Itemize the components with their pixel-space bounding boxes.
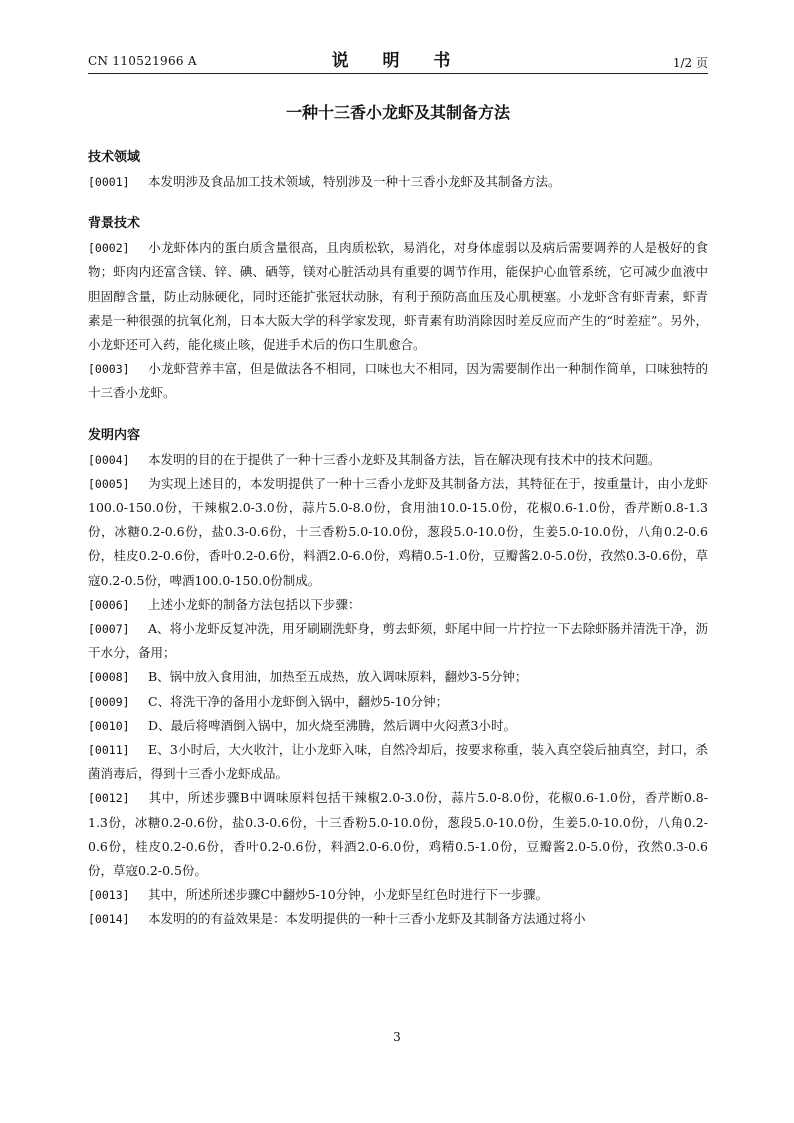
paragraph-text: 上述小龙虾的制备方法包括以下步骤： <box>148 596 361 612</box>
paragraph <box>88 665 708 689</box>
paragraph-text: 小龙虾营养丰富，但是做法各不相同，口味也大不相同，因为需要制作出一种制作简单，口味独特的十三香小龙虾。 <box>88 361 708 401</box>
section-heading: 技术领域 <box>88 150 141 165</box>
paragraph <box>88 714 708 738</box>
section-heading: 发明内容 <box>88 427 141 443</box>
paragraph-number: [0001] <box>88 175 130 189</box>
section-gap <box>88 194 708 212</box>
page-header <box>88 44 708 72</box>
section <box>88 424 708 932</box>
document-body <box>88 146 708 932</box>
paragraph-number: [0011] <box>88 743 130 758</box>
paragraph-text: 其中，所述步骤B中调味原料包括干辣椒2.0-3.0份，蒜片5.0-8.0份，花椒0.6-1.0份，香芹断0.8-1.3份，冰糖0.2-0.6份，盐0.3-0.6份，十三香粉5.0-10.0份，葱段5.0-10.0份，生姜5.0-10.0份，八角0.2-0.6份，桂皮0.2-0.6份，香叶0.2-0.6份，料酒2.0-6.0份，鸡精0.5-1.0份，豆瓣酱2.0-5.0份，孜然0.3-0.6份，草寇0.2-0.5份。 <box>88 790 708 879</box>
paragraph-number: [0004] <box>88 452 130 467</box>
paragraph-text: 小龙虾体内的蛋白质含量很高，且肉质松软，易消化，对身体虚弱以及病后需要调养的人是极好的食物；虾肉内还富含镁、锌、碘、硒等，镁对心脏活动具有重要的调节作用，能保护心血管系统，它可减少血液中胆固醇含量，防止动脉硬化，同时还能扩张冠状动脉，有利于预防高血压及心肌梗塞。小龙虾含有虾青素，虾青素是一种很强的抗氧化剂，日本大阪大学的科学家发现，虾青素有助消除因时差反应而产生的“时差症”。另外，小龙虾还可入药，能化痰止咳，促进手术后的伤口生肌愈合。 <box>88 240 708 353</box>
document-title: 一种十三香小龙虾及其制备方法 <box>285 103 510 122</box>
section-heading: 背景技术 <box>88 216 141 232</box>
paragraph-text: 本发明的的有益效果是：本发明提供的一种十三香小龙虾及其制备方法通过将小 <box>148 911 586 927</box>
paragraph <box>88 883 708 907</box>
paragraph-text: A、将小龙虾反复冲洗，用牙刷刷洗虾身，剪去虾须，虾尾中间一片拧拉一下去除虾肠并清洗干净，沥干水分，备用； <box>88 621 708 661</box>
paragraph <box>88 448 708 472</box>
paragraph-number: [0010] <box>88 718 130 733</box>
section <box>88 212 708 405</box>
paragraph-text: D、最后将啤酒倒入锅中，加火烧至沸腾，然后调中火闷煮3小时。 <box>148 717 516 733</box>
page-number: 3 <box>393 1030 401 1044</box>
paragraph-number: [0006] <box>88 597 130 612</box>
section-gap <box>88 406 708 424</box>
paragraph <box>88 170 708 194</box>
paragraph-text: 其中，所述所述步骤C中翻炒5-10分钟，小龙虾呈红色时进行下一步骤。 <box>148 887 549 903</box>
paragraph-text: 为实现上述目的，本发明提供了一种十三香小龙虾及其制备方法，其特征在于，按重量计，由小龙虾100.0-150.0份，干辣椒2.0-3.0份，蒜片5.0-8.0份，食用油10.0-15.0份，花椒0.6-1.0份，香芹断0.8-1.3份，冰糖0.2-0.6份，盐0.3-0.6份，十三香粉5.0-10.0份，葱段5.0-10.0份，生姜5.0-10.0份，八角0.2-0.6份，桂皮0.2-0.6份，香叶0.2-0.6份，料酒2.0-6.0份，鸡精0.5-1.0份，豆瓣酱2.0-5.0份，孜然0.3-0.6份，草寇0.2-0.5份，啤酒100.0-150.0份制成。 <box>88 475 708 588</box>
paragraph-text: 本发明的目的在于提供了一种十三香小龙虾及其制备方法，旨在解决现有技术中的技术问题。 <box>148 451 661 467</box>
paragraph <box>88 236 708 357</box>
paragraph <box>88 786 708 883</box>
publication-number: CN 110521966 A <box>88 54 197 68</box>
paragraph-number: [0013] <box>88 888 130 903</box>
paragraph-number: [0012] <box>88 791 130 806</box>
paragraph-text: 本发明涉及食品加工技术领域，特别涉及一种十三香小龙虾及其制备方法。 <box>148 174 561 189</box>
paragraph <box>88 690 708 714</box>
paragraph <box>88 617 708 665</box>
header-rule <box>88 73 708 74</box>
paragraph <box>88 907 708 931</box>
document-type-title: 说 明 书 <box>331 51 465 71</box>
page-info: 1/2 页 <box>672 56 708 70</box>
paragraph-text: C、将洗干净的备用小龙虾倒入锅中，翻炒5-10分钟； <box>148 693 449 709</box>
paragraph <box>88 472 708 593</box>
paragraph <box>88 593 708 617</box>
paragraph-number: [0003] <box>88 362 130 377</box>
paragraph-text: E、3小时后，大火收汁，让小龙虾入味，自然冷却后，按要求称重，装入真空袋后抽真空，封口，杀菌消毒后，得到十三香小龙虾成品。 <box>88 742 708 782</box>
paragraph-number: [0002] <box>88 241 130 256</box>
paragraph <box>88 357 708 405</box>
paragraph-number: [0005] <box>88 476 130 491</box>
paragraph-number: [0014] <box>88 912 130 927</box>
paragraph <box>88 738 708 786</box>
paragraph-number: [0008] <box>88 670 130 685</box>
paragraph-text: B、锅中放入食用油，加热至五成热，放入调味原料，翻炒3-5分钟； <box>148 669 528 685</box>
paragraph-number: [0007] <box>88 622 130 637</box>
paragraph-number: [0009] <box>88 694 130 709</box>
section <box>88 146 708 194</box>
